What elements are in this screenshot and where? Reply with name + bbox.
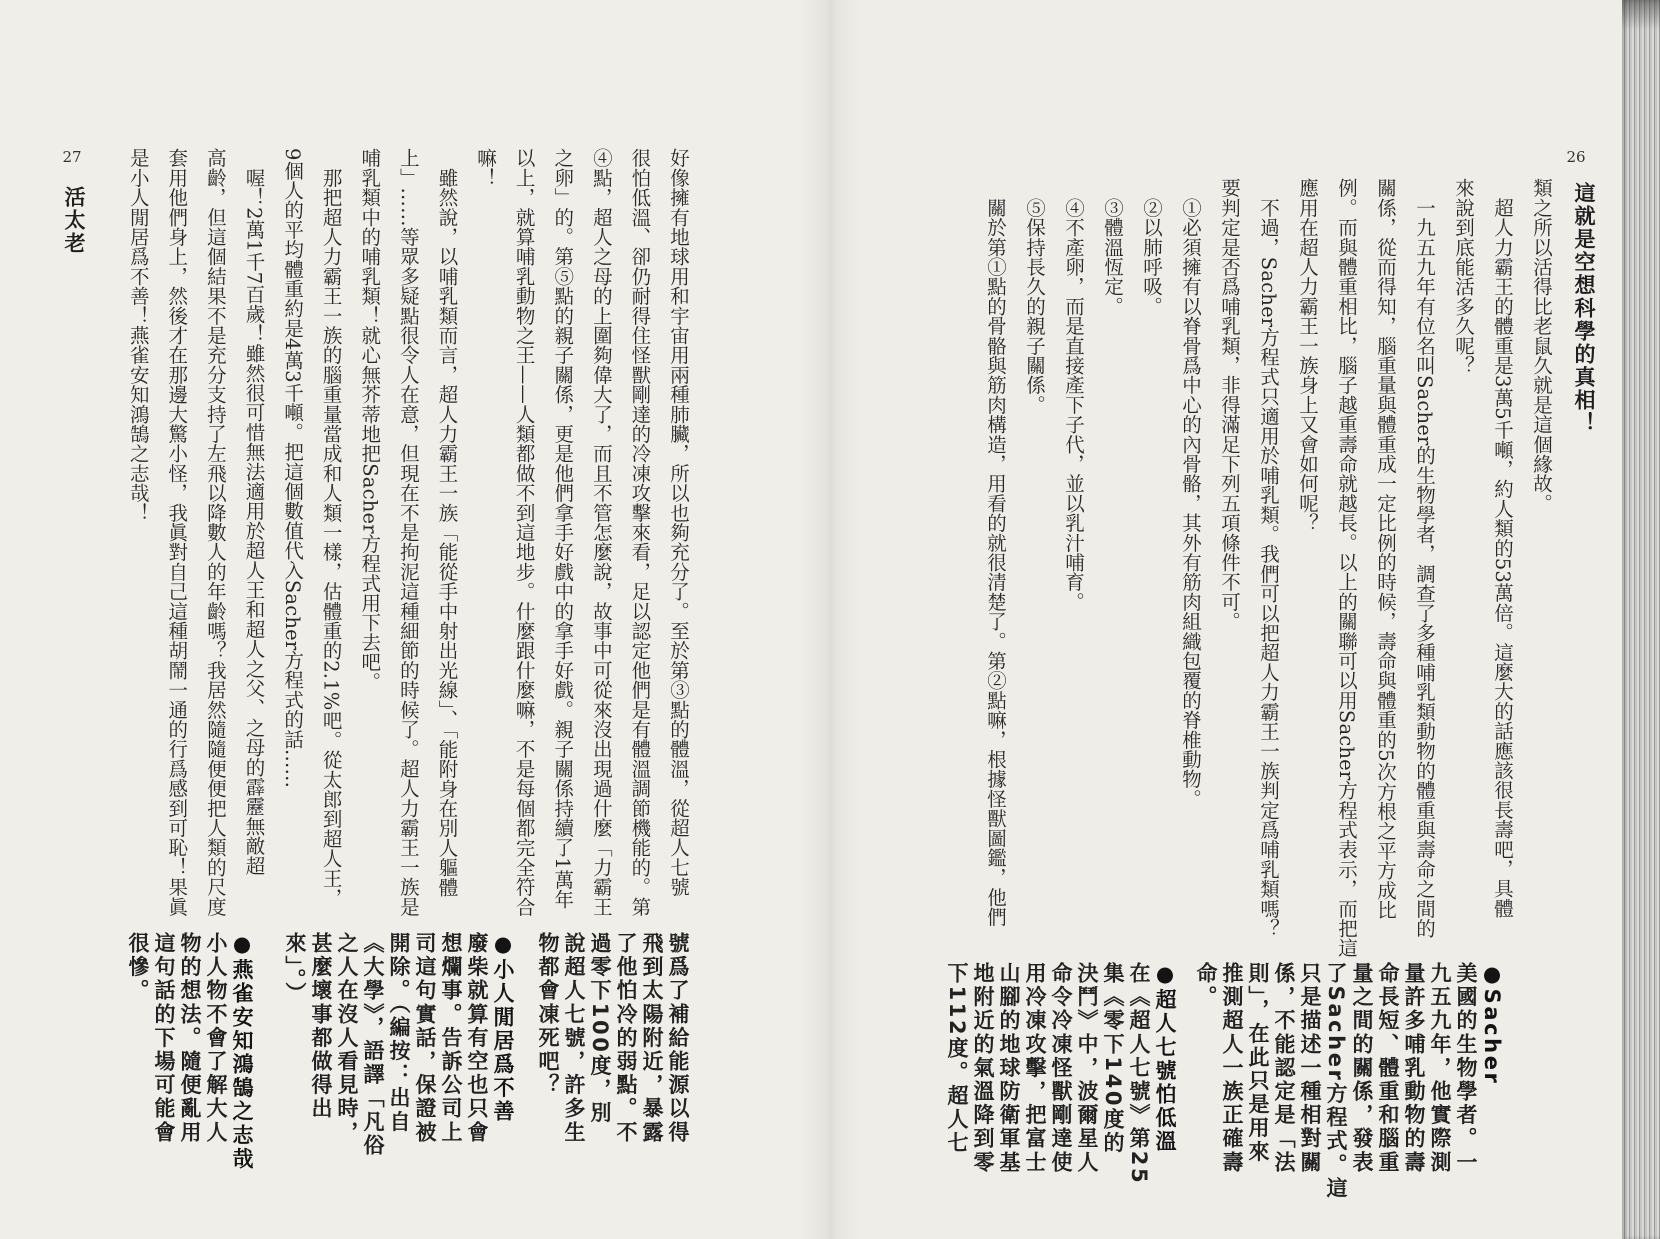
body-column: 高齡，但這個結果不是充分支持了左飛以降數人的年齡嗎？我居然隨隨便便把人類的尺度 xyxy=(203,148,227,917)
body-column: 哺乳類中的哺乳類！就心無芥蒂地把Sacher方程式用下去吧。 xyxy=(358,148,382,692)
running-head: 這就是空想科學的真相！ xyxy=(1572,182,1596,435)
page-number: 26 xyxy=(1566,148,1586,166)
sidenote-column: 下112度。超人七 xyxy=(945,962,969,1156)
body-column: ③體溫恆定。 xyxy=(1101,178,1124,316)
sidenote-column: 命令冷凍怪獸剛達使 xyxy=(1049,962,1073,1175)
body-column: 是小人閒居爲不善！燕雀安知鴻鵠之志哉！ xyxy=(126,148,150,523)
running-head: 活太老 xyxy=(62,186,86,255)
sidenote-title: ●燕雀安知鴻鵠之志哉 xyxy=(230,932,254,1171)
body-column: ④不產卵，而是直接產下子代，並以乳汁哺育。 xyxy=(1062,178,1085,612)
body-column: 喔！2萬1千7百歲！雖然很可惜無法適用於超人王和超人之父、之母的霹靂無敵超 xyxy=(242,148,266,876)
body-column: ④點，超人之母的上圍夠偉大了，而且不管怎麼說，故事中可從來沒出現過什麼「力霸王 xyxy=(589,148,613,917)
sidenote-column: 廢柴就算有空也只會 xyxy=(465,932,489,1145)
body-column: 例。而與體重相比，腦子越重壽命就越長。以上的關聯可以用Sacher方程式表示，而把這 xyxy=(1335,178,1358,958)
body-column: 之卵」的。第⑤點的親子關係，更是他們拿手好戲中的拿手好戲。親子關係持續了1萬年 xyxy=(551,148,575,910)
sidenote-column: 在《超人七號》第25 xyxy=(1127,962,1151,1186)
sidenote-column: 了他怕冷的弱點。不 xyxy=(614,932,638,1145)
sidenote-column: 命長短、體重和腦重 xyxy=(1376,962,1400,1175)
body-column: 不過，Sacher方程式只適用於哺乳類。我們可以把超人力霸王一族判定爲哺乳類嗎？ xyxy=(1257,178,1280,939)
sidenote-column: 開除。（編按：出自 xyxy=(387,932,411,1134)
sidenote-column: 這句話的下場可能會 xyxy=(152,932,176,1145)
sidenote-continued xyxy=(535,932,691,1194)
body-column: 以上，就算哺乳動物之王——人類都做不到這地步。什麼跟什麼嘛，不是每個都完全符合 xyxy=(512,148,536,917)
sidenote-column: 地附近的氣溫降到零 xyxy=(971,962,995,1175)
sidenote-column: 很慘。 xyxy=(126,932,150,1003)
sidenote-column: 美國的生物學者。一 xyxy=(1454,962,1478,1175)
sidenote xyxy=(125,932,255,1194)
sidenote-title: ●小人閒居爲不善 xyxy=(491,932,515,1124)
body-column: 一九五九年有位名叫Sacher的生物學者，調查了多種哺乳類動物的體重與壽命之間的 xyxy=(1413,178,1436,939)
sidenote xyxy=(1193,962,1505,1224)
sidenote-column: 飛到太陽附近，暴露 xyxy=(640,932,664,1145)
body-text xyxy=(118,148,697,938)
sidenote-column: 司這句實話，保證被 xyxy=(413,932,437,1145)
sidenote-column: 量之間的關係，發表 xyxy=(1350,962,1374,1175)
body-column: 很怕低溫、卻仍耐得住怪獸剛達的冷凍攻擊來看，足以認定他們是有體溫調節機能的。第 xyxy=(628,148,652,917)
sidenote-column: 小人物不會了解大人 xyxy=(204,932,228,1145)
sidenote-column: 過零下100度，別 xyxy=(588,932,612,1126)
body-column: 關於第①點的骨骼與筋肉構造，用看的就很清楚了。第②點嘛，根據怪獸圖鑑，他們 xyxy=(984,178,1007,927)
body-column: 套用他們身上，然後才在那邊大驚小怪，我眞對自己這種胡鬧一通的行爲感到可恥！果眞 xyxy=(165,148,189,917)
sidenote-column: 係，不能認定是「法 xyxy=(1272,962,1296,1175)
sidenote-column: 《大學》，語譯「凡俗 xyxy=(361,932,385,1158)
body-column: ①必須擁有以脊骨爲中心的內骨骼，其外有筋肉組織包覆的脊椎動物。 xyxy=(1179,178,1202,809)
sidenote-column: 山腳的地球防衛軍基 xyxy=(997,962,1021,1175)
sidenote-column: 之人在沒人看見時， xyxy=(335,932,359,1145)
sidenote-column: 物都會凍死吧？ xyxy=(536,932,560,1098)
body-column: 關係，從而得知，腦重量與體重成一定比例的時候，壽命與體重的5次方根之平方成比 xyxy=(1374,178,1397,920)
body-text xyxy=(976,178,1561,958)
body-column: 嘛！ xyxy=(474,148,498,188)
sidenote-column: 想爛事。告訴公司上 xyxy=(439,932,463,1145)
sidenote-column: 量許多哺乳動物的壽 xyxy=(1402,962,1426,1175)
right-page xyxy=(830,0,1622,1239)
sidenote-title: ●Sacher xyxy=(1480,962,1504,1086)
body-column: 要判定是否爲哺乳類，非得滿足下列五項條件不可。 xyxy=(1218,178,1241,632)
body-column: 好像擁有地球用和宇宙用兩種肺臟，所以也夠充分了。至於第③點的體溫，從超人七號 xyxy=(667,148,690,897)
body-column: 那把超人力霸王一族的腦重量當成和人類一樣，估體重的2.1%吧。從太郎到超人王， xyxy=(319,148,343,908)
sidenote-column: 只是描述一種相對關 xyxy=(1298,962,1322,1175)
sidenote-column: 則」，在此只是用來 xyxy=(1246,962,1270,1164)
sidenote xyxy=(944,962,1178,1224)
sidenote-column: 用冷凍攻擊，把富士 xyxy=(1023,962,1047,1175)
sidenote-column: 推測超人一族正確壽 xyxy=(1220,962,1244,1175)
sidenote xyxy=(282,932,516,1194)
sidenote-title: ●超人七號怕低溫 xyxy=(1153,962,1177,1154)
body-column: 來說到底能活多久呢？ xyxy=(1452,178,1475,375)
sidenote-column: 九五九年，他實際測 xyxy=(1428,962,1452,1175)
sidenote-column: 說超人七號，許多生 xyxy=(562,932,586,1145)
sidenote-column: 甚麼壞事都做得出 xyxy=(309,932,333,1121)
page-number: 27 xyxy=(62,148,82,166)
body-column: 上」……等眾多疑點很令人在意，但現在不是拘泥這種細節的時候了。超人力霸王一族是 xyxy=(396,148,420,917)
body-column: 應用在超人力霸王一族身上又會如何呢？ xyxy=(1296,178,1319,533)
sidenote-column: 決鬥》中，波爾星人 xyxy=(1075,962,1099,1175)
sidenote-column: 號爲了補給能源以得 xyxy=(666,932,690,1145)
body-column: 類之所以活得比老鼠久就是這個緣故。 xyxy=(1530,178,1553,513)
sidenote-column: 來」。） xyxy=(283,932,307,1006)
body-column: 超人力霸王的體重是3萬5千噸，約人類的53萬倍。這麼大的話應該很長壽吧，具體 xyxy=(1491,178,1514,918)
body-column: 9個人的平均體重約是4萬3千噸。把這個數值代入Sacher方程式的話…… xyxy=(281,148,305,789)
sidenote-column: 集《零下140度的 xyxy=(1101,962,1125,1156)
body-column: ②以肺呼吸。 xyxy=(1140,178,1163,316)
sidenote-column: 了Sacher方程式。這 xyxy=(1324,962,1348,1201)
sidenote-column: 物的想法。隨便亂用 xyxy=(178,932,202,1145)
sidenote-column: 命。 xyxy=(1194,962,1218,1010)
body-column: 雖然說，以哺乳類而言，超人力霸王一族「能從手中射出光線」、「能附身在別人軀體 xyxy=(435,148,459,897)
body-column: ⑤保持長久的親子關係。 xyxy=(1023,178,1046,415)
page-edge-shade xyxy=(1622,0,1660,30)
page-edge xyxy=(1622,0,1660,1239)
